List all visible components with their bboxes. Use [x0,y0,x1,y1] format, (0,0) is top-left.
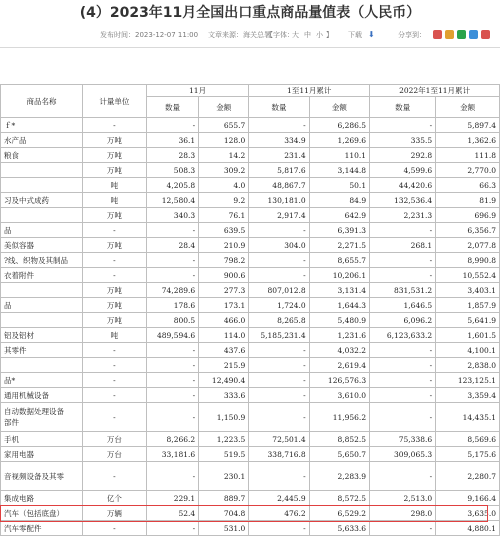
row-nov-qty: 33,181.6 [146,447,198,462]
row-nov-qty: 74,289.6 [146,283,198,298]
header-prev-year: 2022年1至11月累计 [370,85,500,97]
row-nov-qty: 489,594.6 [146,328,198,343]
row-unit: 万吨 [83,148,147,163]
row-jan-nov-amt: 5,650.7 [309,447,369,462]
table-row [1,223,500,238]
row-name [1,358,83,373]
row-nov-qty: 36.1 [146,133,198,148]
divider [0,47,500,48]
row-prev-qty: - [370,462,436,491]
row-name: 汽车零配件 [1,521,83,536]
row-nov-amt: 309.2 [199,163,249,178]
row-jan-nov-amt: 2,283.9 [309,462,369,491]
table-row [1,388,500,403]
row-prev-qty: 44,420.6 [370,178,436,193]
row-jan-nov-amt: 8,655.7 [309,253,369,268]
row-prev-amt: 4,100.1 [436,343,500,358]
publish-time: 发布时间：2023-12-07 11:00 [100,31,199,39]
row-nov-amt: 333.6 [199,388,249,403]
font-large-link[interactable]: 大 [292,31,299,39]
row-prev-amt: 1,857.9 [436,298,500,313]
row-name [1,208,83,223]
row-jan-nov-amt: 3,144.8 [309,163,369,178]
row-jan-nov-qty: 8,265.8 [249,313,309,328]
table-row [1,298,500,313]
row-name: 品* [1,373,83,388]
row-unit: 万台 [83,432,147,447]
row-jan-nov-qty: - [249,358,309,373]
row-unit: - [83,268,147,283]
row-unit: 万吨 [83,298,147,313]
row-nov-amt: 210.9 [199,238,249,253]
row-prev-amt: 3,359.4 [436,388,500,403]
row-jan-nov-amt: 8,852.5 [309,432,369,447]
row-nov-qty: 8,266.2 [146,432,198,447]
row-prev-qty: 75,338.6 [370,432,436,447]
row-prev-amt: 14,435.1 [436,403,500,432]
row-jan-nov-qty: 2,445.9 [249,491,309,506]
row-nov-amt: 128.0 [199,133,249,148]
row-jan-nov-amt: 126,576.3 [309,373,369,388]
row-nov-qty: - [146,268,198,283]
row-name [1,313,83,328]
row-prev-qty: 309,065.3 [370,447,436,462]
row-unit: 万吨 [83,163,147,178]
row-nov-qty: 28.4 [146,238,198,253]
row-prev-amt: 5,897.4 [436,118,500,133]
row-prev-amt: 2,280.7 [436,462,500,491]
row-nov-qty: 800.5 [146,313,198,328]
row-jan-nov-amt: 11,956.2 [309,403,369,432]
row-nov-amt: 4.0 [199,178,249,193]
row-jan-nov-qty: - [249,343,309,358]
row-jan-nov-qty: - [249,373,309,388]
header-amt: 金额 [436,97,500,118]
row-prev-qty: - [370,521,436,536]
row-jan-nov-qty: - [249,388,309,403]
row-jan-nov-qty: - [249,521,309,536]
row-prev-amt: 4,880.1 [436,521,500,536]
row-name: 通用机械设备 [1,388,83,403]
header-qty: 数量 [146,97,198,118]
row-unit: 万吨 [83,238,147,253]
table-row [1,343,500,358]
row-unit: 万吨 [83,208,147,223]
row-name: ?线、织物及其制品 [1,253,83,268]
row-jan-nov-amt: 84.9 [309,193,369,208]
row-jan-nov-amt: 2,619.4 [309,358,369,373]
row-jan-nov-qty: - [249,403,309,432]
row-name: 自动数据处理设备 部件 [1,403,83,432]
row-prev-qty: 2,231.3 [370,208,436,223]
row-prev-qty: 1,646.5 [370,298,436,313]
row-nov-amt: 230.1 [199,462,249,491]
row-prev-qty: 6,123,633.2 [370,328,436,343]
font-medium-link[interactable]: 中 [304,31,311,39]
row-prev-qty: - [370,268,436,283]
row-unit: - [83,388,147,403]
weibo-share-icon[interactable] [433,30,442,39]
row-jan-nov-amt: 5,480.9 [309,313,369,328]
table-row [1,403,500,432]
row-jan-nov-amt: 642.9 [309,208,369,223]
row-nov-amt: 519.5 [199,447,249,462]
row-name: 手机 [1,432,83,447]
row-nov-qty: 4,205.8 [146,178,198,193]
row-jan-nov-amt: 5,633.6 [309,521,369,536]
row-name: 集成电路 [1,491,83,506]
row-nov-amt: 12,490.4 [199,373,249,388]
row-unit: 吨 [83,178,147,193]
row-nov-qty: 340.3 [146,208,198,223]
row-prev-amt: 2,770.0 [436,163,500,178]
row-prev-qty: 4,599.6 [370,163,436,178]
row-jan-nov-qty: 130,181.0 [249,193,309,208]
row-prev-amt: 10,552.4 [436,268,500,283]
table-row [1,208,500,223]
row-prev-qty: - [370,253,436,268]
row-jan-nov-qty: - [249,223,309,238]
table-row [1,447,500,462]
row-prev-amt: 6,356.7 [436,223,500,238]
row-nov-amt: 889.7 [199,491,249,506]
row-jan-nov-amt: 6,391.3 [309,223,369,238]
row-nov-amt: 704.8 [199,506,249,521]
row-jan-nov-qty: 476.2 [249,506,309,521]
wechat-share-icon[interactable] [457,30,466,39]
header-amt: 金额 [309,97,369,118]
table-row [1,238,500,253]
table-row [1,163,500,178]
row-unit: - [83,373,147,388]
row-jan-nov-amt: 8,572.5 [309,491,369,506]
row-prev-amt: 8,990.8 [436,253,500,268]
row-nov-amt: 173.1 [199,298,249,313]
row-nov-amt: 798.2 [199,253,249,268]
page-title: (4）2023年11月全国出口重点商品量值表（人民币） [79,5,421,21]
row-name: 美似容器 [1,238,83,253]
row-nov-amt: 277.3 [199,283,249,298]
row-nov-qty: 229.1 [146,491,198,506]
row-nov-qty: - [146,521,198,536]
row-jan-nov-amt: 3,131.4 [309,283,369,298]
row-name: 粮食 [1,148,83,163]
row-nov-qty: - [146,343,198,358]
row-prev-amt: 2,077.8 [436,238,500,253]
row-nov-qty: - [146,403,198,432]
row-prev-amt: 111.8 [436,148,500,163]
row-unit: 万台 [83,447,147,462]
article-meta-bar [0,28,500,42]
row-jan-nov-amt: 10,206.1 [309,268,369,283]
font-small-link[interactable]: 小 [316,31,323,39]
table-row [1,506,500,521]
table-row [1,133,500,148]
table-row [1,268,500,283]
row-name: 音视频设备及其零 [1,462,83,491]
row-name [1,178,83,193]
row-prev-qty: - [370,118,436,133]
row-unit: 亿个 [83,491,147,506]
row-jan-nov-qty: 304.0 [249,238,309,253]
export-commodity-table [0,84,500,536]
row-nov-amt: 531.0 [199,521,249,536]
table-row [1,193,500,208]
row-nov-amt: 900.6 [199,268,249,283]
row-prev-amt: 3,403.1 [436,283,500,298]
row-jan-nov-qty: 1,724.0 [249,298,309,313]
row-jan-nov-amt: 50.1 [309,178,369,193]
row-prev-qty: - [370,388,436,403]
row-prev-amt: 81.9 [436,193,500,208]
row-prev-qty: 268.1 [370,238,436,253]
row-name: 品 [1,223,83,238]
row-jan-nov-qty: - [249,268,309,283]
row-prev-qty: - [370,358,436,373]
header-nov: 11月 [146,85,249,97]
row-jan-nov-qty: 48,867.7 [249,178,309,193]
header-qty: 数量 [249,97,309,118]
table-row [1,118,500,133]
qq-share-icon[interactable] [469,30,478,39]
row-jan-nov-amt: 3,610.0 [309,388,369,403]
row-unit: - [83,343,147,358]
row-unit: 吨 [83,328,147,343]
row-nov-amt: 639.5 [199,223,249,238]
table-row [1,253,500,268]
font-size-label: 【字体： [266,31,294,39]
row-name: ｆ* [1,118,83,133]
row-nov-amt: 437.6 [199,343,249,358]
article-source: 文章来源：海关总署 [208,31,271,39]
row-name [1,163,83,178]
share-label: 分享到： [398,31,426,39]
row-unit: 万辆 [83,506,147,521]
table-row [1,358,500,373]
row-prev-qty: - [370,403,436,432]
row-jan-nov-qty: 334.9 [249,133,309,148]
row-nov-amt: 76.1 [199,208,249,223]
row-jan-nov-qty: - [249,118,309,133]
table-row [1,313,500,328]
row-prev-amt: 1,601.5 [436,328,500,343]
row-prev-amt: 8,569.6 [436,432,500,447]
row-name: 其零件 [1,343,83,358]
row-nov-qty: 28.3 [146,148,198,163]
row-nov-qty: - [146,373,198,388]
row-jan-nov-qty: 5,185,231.4 [249,328,309,343]
row-unit: 万吨 [83,133,147,148]
row-unit: - [83,462,147,491]
row-jan-nov-qty: 338,716.8 [249,447,309,462]
row-prev-amt: 5,175.6 [436,447,500,462]
row-name: 汽车（包括底盘） [1,506,83,521]
row-jan-nov-amt: 2,271.5 [309,238,369,253]
row-nov-qty: 508.3 [146,163,198,178]
row-prev-amt: 5,641.9 [436,313,500,328]
row-unit: 万吨 [83,283,147,298]
header-name: 商品名称 [1,85,83,118]
table-row [1,373,500,388]
row-nov-amt: 114.0 [199,328,249,343]
row-nov-amt: 14.2 [199,148,249,163]
row-jan-nov-qty: 807,012.8 [249,283,309,298]
row-name: 家用电器 [1,447,83,462]
table-row [1,462,500,491]
table-row [1,148,500,163]
row-jan-nov-qty: 231.4 [249,148,309,163]
row-nov-amt: 655.7 [199,118,249,133]
row-nov-qty: - [146,223,198,238]
row-jan-nov-amt: 6,529.2 [309,506,369,521]
row-nov-amt: 1,150.9 [199,403,249,432]
row-nov-qty: - [146,253,198,268]
row-unit: 吨 [83,193,147,208]
download-icon[interactable]: ⬇ [368,30,375,39]
row-prev-amt: 696.9 [436,208,500,223]
row-nov-qty: - [146,388,198,403]
table-row [1,283,500,298]
row-unit: - [83,403,147,432]
table-row [1,521,500,536]
row-jan-nov-qty: 72,501.4 [249,432,309,447]
row-unit: - [83,253,147,268]
row-nov-amt: 1,223.5 [199,432,249,447]
table-row [1,178,500,193]
qzone-share-icon[interactable] [445,30,454,39]
font-size-close: 】 [326,31,333,39]
row-prev-qty: 292.8 [370,148,436,163]
header-qty: 数量 [370,97,436,118]
row-prev-qty: 831,531.2 [370,283,436,298]
row-nov-amt: 9.2 [199,193,249,208]
table-row [1,328,500,343]
row-unit: - [83,358,147,373]
row-prev-amt: 1,362.6 [436,133,500,148]
header-unit: 计量单位 [83,85,147,118]
header-jan-nov: 1至11月累计 [249,85,370,97]
row-nov-qty: 52.4 [146,506,198,521]
row-nov-qty: - [146,118,198,133]
row-jan-nov-amt: 1,231.6 [309,328,369,343]
row-prev-qty: 132,536.4 [370,193,436,208]
row-jan-nov-amt: 110.1 [309,148,369,163]
row-prev-amt: 123,125.1 [436,373,500,388]
row-jan-nov-qty: - [249,462,309,491]
row-prev-amt: 3,635.0 [436,506,500,521]
row-name: 品 [1,298,83,313]
row-name: 习及中式成药 [1,193,83,208]
row-prev-amt: 9,166.4 [436,491,500,506]
row-prev-qty: 2,513.0 [370,491,436,506]
row-unit: - [83,223,147,238]
row-name: 水产品 [1,133,83,148]
row-jan-nov-qty: - [249,253,309,268]
row-unit: - [83,118,147,133]
row-nov-qty: - [146,358,198,373]
row-unit: - [83,521,147,536]
table-row [1,432,500,447]
row-nov-qty: - [146,462,198,491]
row-prev-qty: - [370,223,436,238]
row-prev-qty: 6,096.2 [370,313,436,328]
row-jan-nov-qty: 2,917.4 [249,208,309,223]
row-nov-amt: 215.9 [199,358,249,373]
row-jan-nov-qty: 5,817.6 [249,163,309,178]
row-name: 衣着附件 [1,268,83,283]
row-jan-nov-amt: 1,644.3 [309,298,369,313]
row-prev-qty: - [370,373,436,388]
download-link[interactable]: 下载 [348,31,362,39]
header-amt: 金额 [199,97,249,118]
row-nov-qty: 178.6 [146,298,198,313]
table-row [1,491,500,506]
row-prev-qty: - [370,343,436,358]
row-prev-qty: 335.5 [370,133,436,148]
row-jan-nov-amt: 1,269.6 [309,133,369,148]
more-share-icon[interactable] [481,30,490,39]
row-prev-qty: 298.0 [370,506,436,521]
row-name: 铝及铝材 [1,328,83,343]
row-nov-amt: 466.0 [199,313,249,328]
row-prev-amt: 2,838.0 [436,358,500,373]
row-unit: 万吨 [83,313,147,328]
row-nov-qty: 12,580.4 [146,193,198,208]
row-prev-amt: 66.3 [436,178,500,193]
row-name [1,283,83,298]
row-jan-nov-amt: 6,286.5 [309,118,369,133]
row-jan-nov-amt: 4,032.2 [309,343,369,358]
